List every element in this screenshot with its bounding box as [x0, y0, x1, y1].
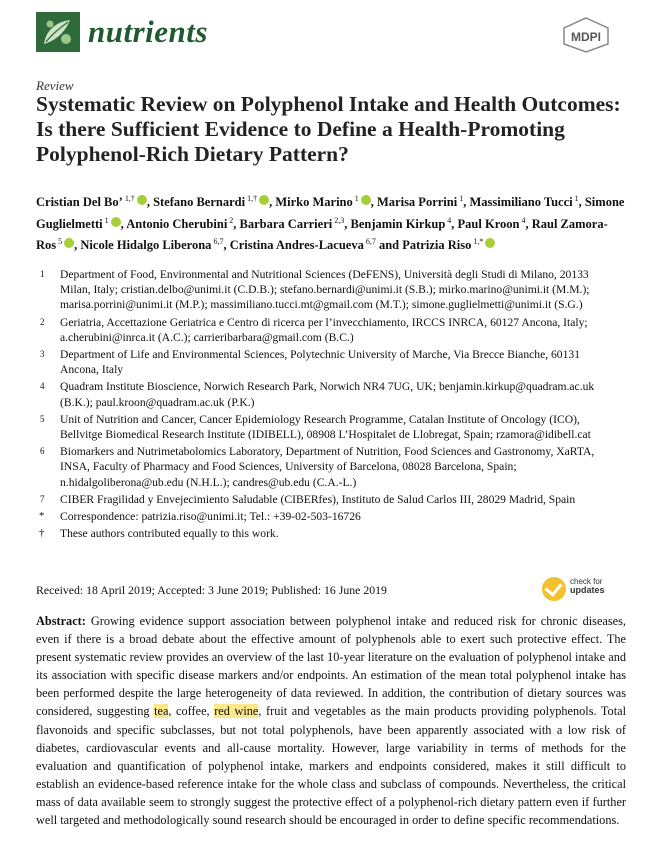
author-affiliation-marker: 2,3 [332, 215, 345, 225]
author-name: Stefano Bernardi [153, 195, 246, 210]
orcid-icon[interactable] [259, 195, 269, 205]
correspondence-note [36, 509, 616, 524]
publication-dates: Received: 18 April 2019; Accepted: 3 June 2019; Published: 16 June 2019 [36, 583, 387, 597]
affiliation-number: 4 [40, 381, 45, 392]
author-name: Raul Zamora-Ros [36, 216, 608, 253]
author [402, 238, 495, 252]
affiliation-number: 5 [40, 413, 45, 424]
author-name: Paul Kroon [457, 216, 520, 231]
author-name: Patrizia Riso [402, 238, 472, 253]
author [126, 217, 233, 231]
orcid-icon[interactable] [64, 238, 74, 248]
affiliation-list [36, 267, 616, 543]
author-affiliation-marker: 1,† [245, 194, 258, 203]
author-affiliation-marker: 1 [457, 194, 464, 203]
author [458, 217, 526, 231]
check-updates-line1: check for [570, 577, 603, 586]
author-affiliation-marker: 1 [352, 194, 359, 203]
author-affiliation-marker: 1,† [122, 194, 135, 203]
affiliation-5 [36, 412, 616, 442]
affiliation-4 [36, 379, 616, 409]
author-name: Mirko Marino [275, 195, 353, 210]
author [275, 195, 370, 209]
highlight-red-wine: red wine [214, 704, 259, 719]
abstract [36, 612, 626, 829]
publisher-name: MDPI [571, 30, 601, 44]
orcid-icon[interactable] [137, 195, 147, 205]
orcid-icon[interactable] [111, 217, 121, 227]
nutrients-logo-icon [36, 12, 80, 52]
author-affiliation-marker: 4 [519, 215, 526, 225]
author-affiliation-marker: 2 [227, 215, 234, 225]
author-affiliation-marker: 1 [572, 194, 579, 203]
correspondence-symbol: * [39, 510, 45, 523]
equal-contribution-text: These authors contributed equally to this work. [60, 527, 279, 541]
author [80, 238, 223, 252]
check-updates-icon [542, 577, 566, 601]
affiliation-text: Department of Food, Environmental and Nutritional Sciences (DeFENS), Università degli Studi di Milano, 20133 Milan, Italy; cristian.delbo@unimi.it (C.D.B.); stefano.bernardi@unimi.it (S.B.); mirko.marino@unimi.it (M.M.); marisa.porrini@unimi.it (M.P.); massimiliano.tucci.mt@gmail.com (M.T.); simone.guglielmetti@unimi.it (S.G.) [60, 268, 590, 312]
author [230, 238, 376, 252]
abstract-text-part1: Growing evidence support association between polyphenol intake and reduced risk for chronic diseases, even if there is a broad debate about the effective amount of polyphenols able to exert such protective effect. The present systematic review provides an overview of the last 10-year literature on the evaluation of polyphenol intake and its association with specific disease markers and/or endpoints. An estimation of the mean total polyphenol intake has been performed despite the large heterogeneity of data reviewed. In addition, the contribution of dietary sources was considered, suggesting [36, 614, 626, 719]
author [377, 195, 463, 209]
author [350, 217, 451, 231]
author-name: Benjamin Kirkup [350, 216, 446, 231]
author [240, 217, 345, 231]
article-type: Review [36, 78, 74, 93]
author-affiliation-marker: 4 [445, 215, 452, 225]
journal-name: nutrients [88, 14, 208, 49]
abstract-text-part2: , coffee, [168, 704, 215, 719]
highlight-tea: tea [154, 704, 169, 719]
affiliation-text: Biomarkers and Nutrimetabolomics Laboratory, Department of Nutrition, Food Sciences and Gastronomy, XaRTA, INSA, Faculty of Pharmacy and Food Sciences, University of Barcelona, 08028 Barcelona, Spain; n.hidalgoliberona@ub.edu (N.H.L.); candres@ub.edu (C.A.-L.) [60, 445, 595, 489]
affiliation-number: 1 [40, 269, 45, 279]
author [153, 195, 269, 209]
orcid-icon[interactable] [361, 195, 371, 205]
author [469, 195, 578, 209]
affiliation-number: 7 [40, 493, 45, 504]
author-name: Nicole Hidalgo Liberona [80, 238, 212, 253]
equal-contribution-note [36, 526, 616, 541]
author-affiliation-marker: 5 [56, 237, 63, 247]
author-name: Simone Guglielmetti [36, 195, 625, 231]
journal-header [36, 12, 616, 52]
affiliation-number: 2 [40, 316, 45, 327]
author-name: Cristina Andres-Lacueva [229, 238, 364, 253]
affiliation-text: CIBER Fragilidad y Envejecimiento Saludable (CIBERfes), Instituto de Salud Carlos III, 28029 Madrid, Spain [60, 492, 576, 506]
author-name: Antonio Cherubini [126, 216, 228, 231]
affiliation-6 [36, 444, 616, 490]
author-list: Cristian Del Bo’ $^{1,\dagger}$ , Stefano Bernardi $^{1,\dagger}$ , Mirko Marino $^1$ , Marisa Porrini $^1$, Massimiliano Tucci $^1$, Simone Guglielmetti $^1$ , Antonio Cherubini $^2$, Barbara Carrieri $^{2,3}$, Benjamin Kirkup $^4$, Paul Kroon $^4$, Raul Zamora-Ros $^5$ , Nicole Hidalgo Liberona $^{6,7}$, Cristina Andres-Lacueva $^{6,7}$ and Patrizia Riso $^{1,*}$ [36, 194, 625, 253]
affiliation-text: Department of Life and Environmental Sciences, Polytechnic University of Marche, Via Brecce Bianche, 60131 Ancona, Italy [60, 348, 580, 377]
check-updates-line2: updates [570, 585, 605, 595]
affiliation-3 [36, 347, 616, 377]
affiliation-1 [36, 267, 616, 313]
affiliation-number: 3 [40, 349, 45, 360]
article-title: Systematic Review on Polyphenol Intake and Health Outcomes: Is there Sufficient Evidence to Define a Health-Promoting Polyphenol-Rich Dietary Pattern? [36, 92, 621, 166]
author-name: Massimiliano Tucci [469, 195, 573, 210]
author-name: Marisa Porrini [377, 195, 458, 210]
orcid-icon[interactable] [485, 238, 495, 248]
author-affiliation-marker: 6,7 [211, 237, 224, 247]
correspondence-text: Correspondence: patrizia.riso@unimi.it; Tel.: +39-02-503-16726 [60, 510, 361, 524]
affiliation-7 [36, 492, 616, 507]
equal-contribution-symbol: † [39, 527, 45, 540]
abstract-text-part3: , fruit and vegetables as the main products providing polyphenols. Total flavonoids and specific subclasses, but not total polyphenols, have been apparently associated with a low risk of diabetes, cardiovascular events and all-cause mortality. However, large variability in terms of methods for the evaluation and quantification of polyphenol intake, markers and endpoints considered, makes it still difficult to establish an evidence-based reference intake for the whole class and subclass of compounds. Nevertheless, the critical mass of data available seem to strongly suggest the protective effect of a polyphenol-rich dietary pattern even if further well targeted and methodologically sound research should be encouraged in order to define specific recommendations. [36, 704, 626, 828]
affiliation-text: Geriatria, Accettazione Geriatrica e Centro di ricerca per l’invecchiamento, IRCCS INRCA, 60127 Ancona, Italy; a.cherubini@inrca.it (A.C.); carrieribarbara@gmail.com (B.C.) [60, 315, 588, 344]
abstract-label: Abstract: [36, 614, 86, 628]
author-affiliation-marker: 6,7 [363, 237, 376, 247]
affiliation-text: Unit of Nutrition and Cancer, Cancer Epidemiology Research Programme, Catalan Institute of Oncology (ICO), Bellvitge Biomedical Research Institute (IDIBELL), 08908 L’Hospitalet de Llobregat, Spain; rzamora@idibell.cat [60, 412, 591, 442]
mdpi-logo-icon [556, 16, 616, 54]
check-updates-button[interactable] [542, 575, 632, 605]
affiliation-text: Quadram Institute Bioscience, Norwich Research Park, Norwich NR4 7UG, UK; benjamin.kirkup@quadram.ac.uk (B.K.); paul.kroon@quadram.ac.uk (P.K.) [60, 380, 595, 409]
affiliation-2 [36, 315, 616, 345]
author-and: and [378, 238, 400, 253]
affiliation-number: 6 [40, 446, 45, 457]
author-name: Cristian Del Bo’ [36, 195, 123, 210]
author-name: Barbara Carrieri [239, 216, 333, 231]
author-affiliation-marker: 1,* [471, 237, 484, 247]
author-affiliation-marker: 1 [102, 215, 109, 225]
author [36, 195, 147, 209]
